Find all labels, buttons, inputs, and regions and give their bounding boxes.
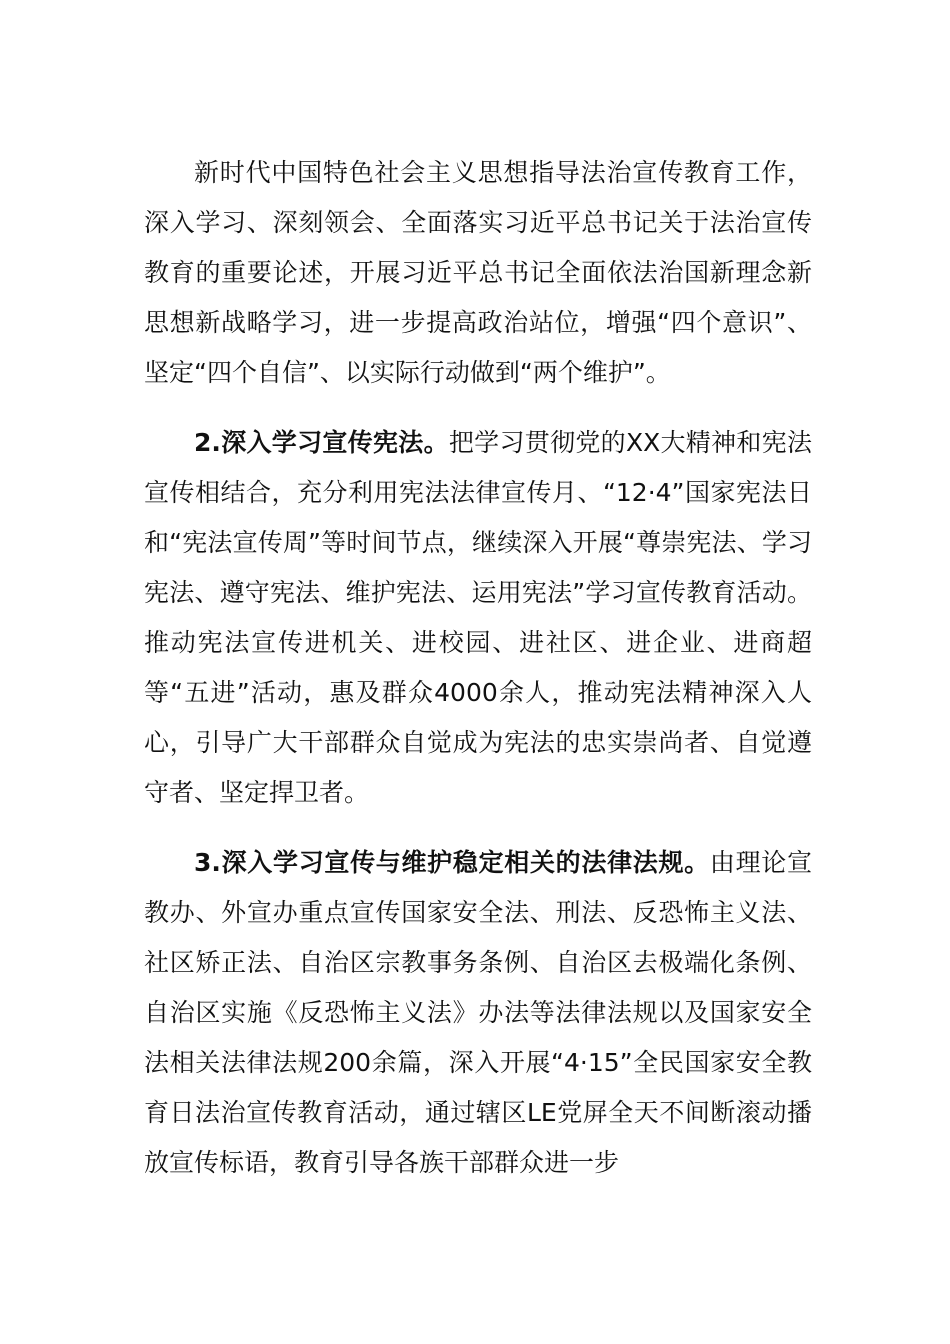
paragraph-3-body: 由理论宣教办、外宣办重点宣传国家安全法、刑法、反恐怖主义法、社区矫正法、自治区宗教事务条例、自治区去极端化条例、自治区实施《反恐怖主义法》办法等法律法规以及国家安全法相关法律法规200余篇，深入开展“4·15”全民国家安全教育日法治宣传教育活动，通过辖区LE党屏全天不间断滚动播放宣传标语，教育引导各族干部群众进一步	[144, 848, 812, 1177]
paragraph-1	[144, 148, 812, 398]
paragraph-3-heading: 3.深入学习宣传与维护稳定相关的法律法规。	[194, 848, 710, 877]
paragraph-2-body: 把学习贯彻党的XX大精神和宪法宣传相结合，充分利用宪法法律宣传月、“12·4”国家宪法日和“宪法宣传周”等时间节点，继续深入开展“尊崇宪法、学习宪法、遵守宪法、维护宪法、运用宪法”学习宣传教育活动。推动宪法宣传进机关、进校园、进社区、进企业、进商超等“五进”活动，惠及群众4000余人，推动宪法精神深入人心，引导广大干部群众自觉成为宪法的忠实崇尚者、自觉遵守者、坚定捍卫者。	[144, 428, 812, 807]
paragraph-2-heading: 2.深入学习宣传宪法。	[194, 428, 449, 457]
paragraph-1-body: 新时代中国特色社会主义思想指导法治宣传教育工作，深入学习、深刻领会、全面落实习近平总书记关于法治宣传教育的重要论述，开展习近平总书记全面依法治国新理念新思想新战略学习，进一步提高政治站位，增强“四个意识”、坚定“四个自信”、以实际行动做到“两个维护”。	[144, 158, 812, 387]
document-page	[144, 148, 812, 1188]
paragraph-2	[144, 418, 812, 818]
paragraph-3	[144, 838, 812, 1188]
